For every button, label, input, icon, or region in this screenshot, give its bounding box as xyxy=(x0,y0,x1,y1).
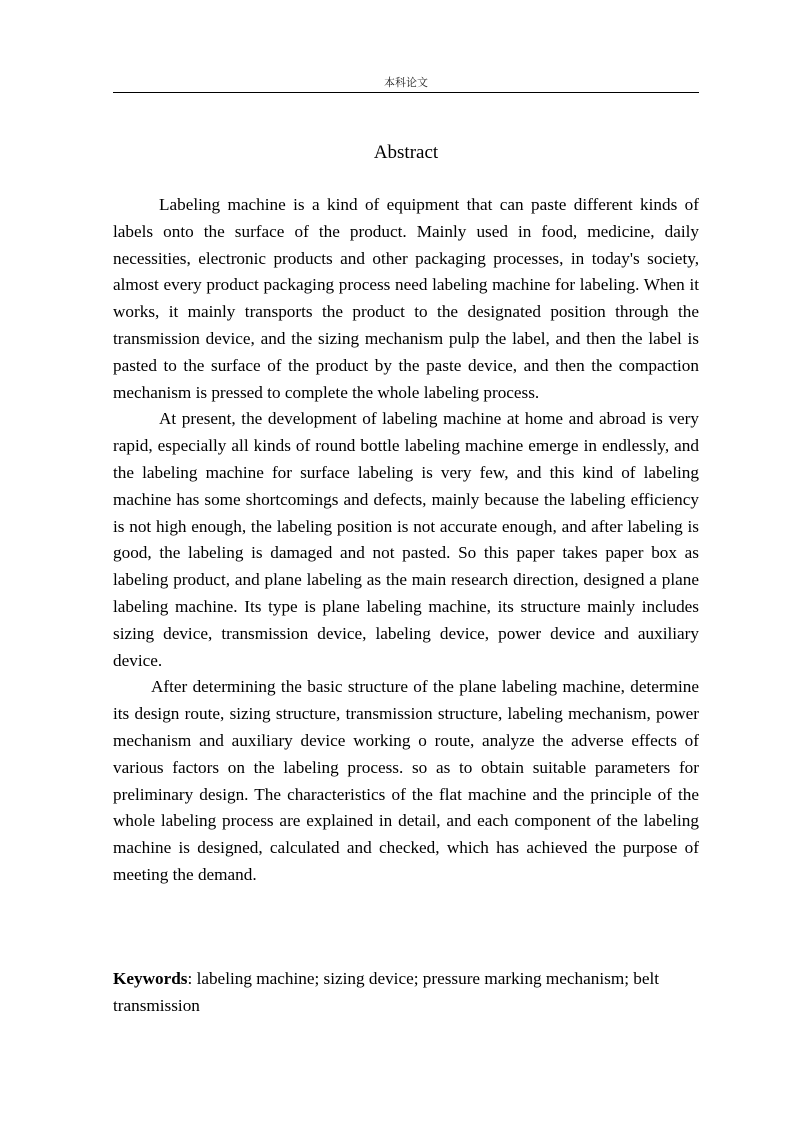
keywords-list: labeling machine; sizing device; pressure marking mechanism; belt transmission xyxy=(113,969,660,1015)
abstract-title: Abstract xyxy=(373,142,439,163)
abstract-paragraph-3: After determining the basic structure of the plane labeling machine, determine its design route, sizing structure, transmission structure, labeling mechanism, power mechanism and auxiliary device working o route, analyze the adverse effects of various factors on the labeling process. so as to obtain suitable parameters for preliminary design. The characteristics of the flat machine and the principle of the whole labeling process are explained in detail, and each component of the labeling machine is designed, calculated and checked, which has achieved the purpose of meeting the demand. xyxy=(113,677,699,884)
abstract-paragraph-2: At present, the development of labeling machine at home and abroad is very rapid, especially all kinds of round bottle labeling machine emerge in endlessly, and the labeling machine for surface labeling is very few, and this kind of labeling machine has some shortcomings and defects, mainly because the labeling efficiency is not high enough, the labeling position is not accurate enough, and after labeling is good, the labeling is damaged and not pasted. So this paper takes paper box as labeling product, and plane labeling as the main research direction, designed a plane labeling machine. Its type is plane labeling machine, its structure mainly includes sizing device, transmission device, labeling device, power device and auxiliary device. xyxy=(113,409,699,670)
keywords-separator: : xyxy=(187,969,193,988)
running-header: 本科论文 xyxy=(384,76,428,89)
header-rule xyxy=(113,92,699,93)
abstract-body xyxy=(113,192,699,889)
keywords-section xyxy=(113,966,699,1020)
abstract-paragraph-1: Labeling machine is a kind of equipment that can paste different kinds of labels onto the surface of the product. Mainly used in food, medicine, daily necessities, electronic products and other packaging processes, in today's society, almost every product packaging process need labeling machine for labeling. When it works, it mainly transports the product to the designated position through the transmission device, and the sizing mechanism pulp the label, and then the label is pasted to the surface of the product by the paste device, and then the compaction mechanism is pressed to complete the whole labeling process. xyxy=(113,195,699,402)
keywords-label: Keywords xyxy=(113,969,188,988)
